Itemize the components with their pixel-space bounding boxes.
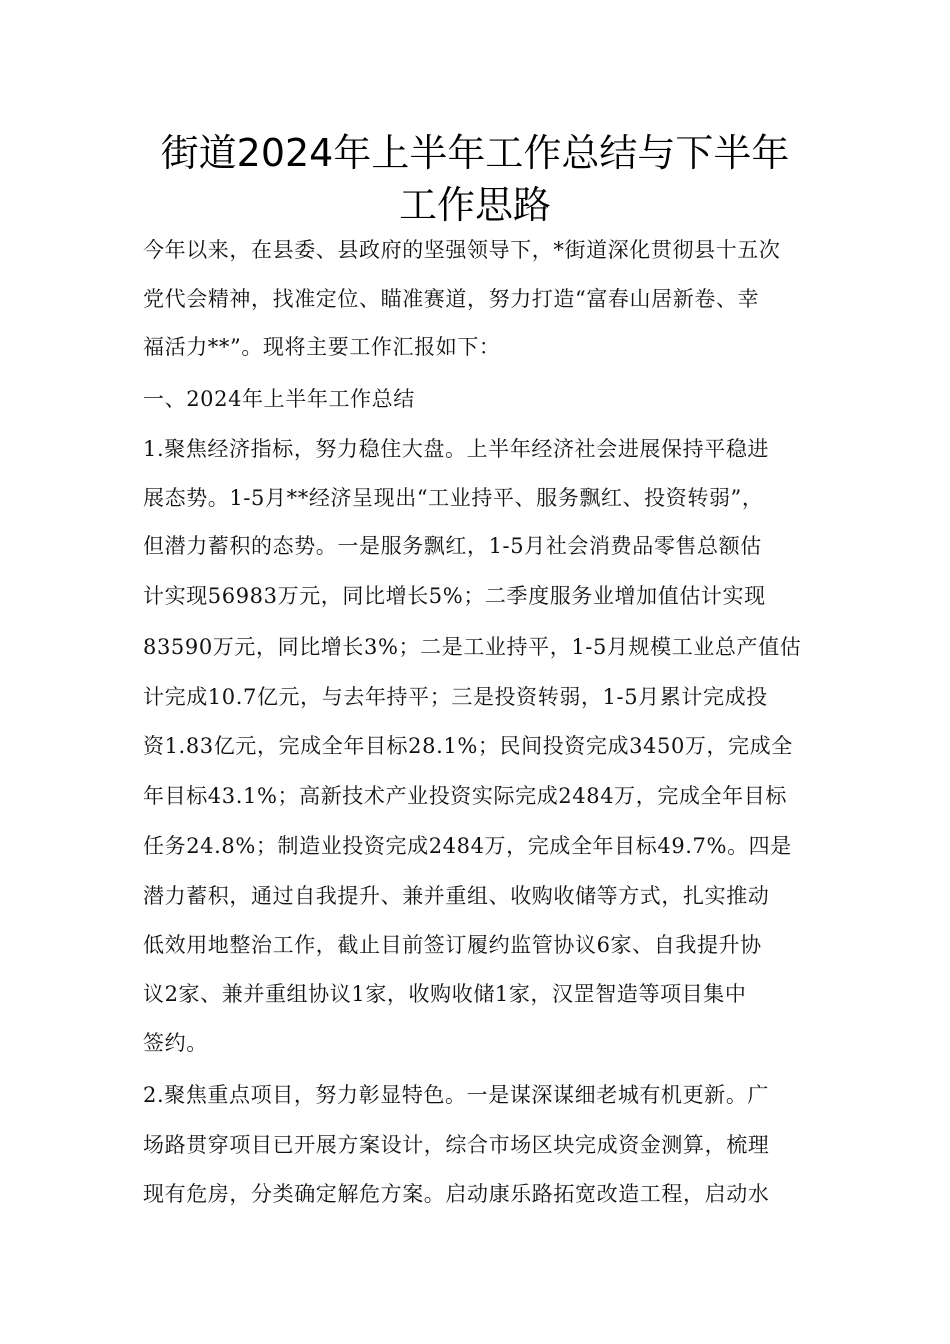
paragraph-line: 年目标43.1%；高新技术产业投资实际完成2484万，完成全年目标 bbox=[143, 784, 787, 808]
paragraph-line: 今年以来，在县委、县政府的坚强领导下，*街道深化贯彻县十五次 bbox=[143, 238, 781, 262]
paragraph-line: 2.聚焦重点项目，努力彰显特色。一是谋深谋细老城有机更新。广 bbox=[143, 1083, 770, 1107]
paragraph-line: 展态势。1-5月**经济呈现出“工业持平、服务飘红、投资转弱”， bbox=[143, 485, 764, 510]
section-heading: 一、2024年上半年工作总结 bbox=[143, 387, 415, 411]
paragraph-line: 福活力**”。现将主要工作汇报如下： bbox=[143, 335, 501, 359]
paragraph-line: 83590万元，同比增长3%；二是工业持平，1-5月规模工业总产值估 bbox=[143, 635, 802, 659]
document-title-line-1: 街道2024年上半年工作总结与下半年 bbox=[160, 131, 790, 175]
paragraph-line: 潜力蓄积，通过自我提升、兼并重组、收购收储等方式，扎实推动 bbox=[143, 884, 770, 908]
paragraph-line: 计实现56983万元，同比增长5%；二季度服务业增加值估计实现 bbox=[143, 584, 766, 608]
paragraph-line: 1.聚焦经济指标，努力稳住大盘。上半年经济社会进展保持平稳进 bbox=[143, 437, 770, 461]
paragraph-line: 议2家、兼并重组协议1家，收购收储1家，汉罡智造等项目集中 bbox=[143, 982, 747, 1006]
paragraph-line: 计完成10.7亿元，与去年持平；三是投资转弱，1-5月累计完成投 bbox=[143, 685, 768, 709]
paragraph-line: 任务24.8%；制造业投资完成2484万，完成全年目标49.7%。四是 bbox=[143, 834, 792, 858]
paragraph-line: 但潜力蓄积的态势。一是服务飘红，1-5月社会消费品零售总额估 bbox=[143, 534, 762, 558]
paragraph-line: 资1.83亿元，完成全年目标28.1%；民间投资完成3450万，完成全 bbox=[143, 734, 793, 758]
document-title-line-2: 工作思路 bbox=[398, 183, 551, 227]
paragraph-line: 党代会精神，找准定位、瞄准赛道，努力打造“富春山居新卷、幸 bbox=[143, 286, 760, 311]
paragraph-line: 场路贯穿项目已开展方案设计，综合市场区块完成资金测算，梳理 bbox=[143, 1133, 770, 1157]
paragraph-line: 低效用地整治工作，截止目前签订履约监管协议6家、自我提升协 bbox=[143, 933, 762, 957]
paragraph-line: 现有危房，分类确定解危方案。启动康乐路拓宽改造工程，启动水 bbox=[143, 1182, 770, 1206]
paragraph-line: 签约。 bbox=[143, 1031, 208, 1055]
